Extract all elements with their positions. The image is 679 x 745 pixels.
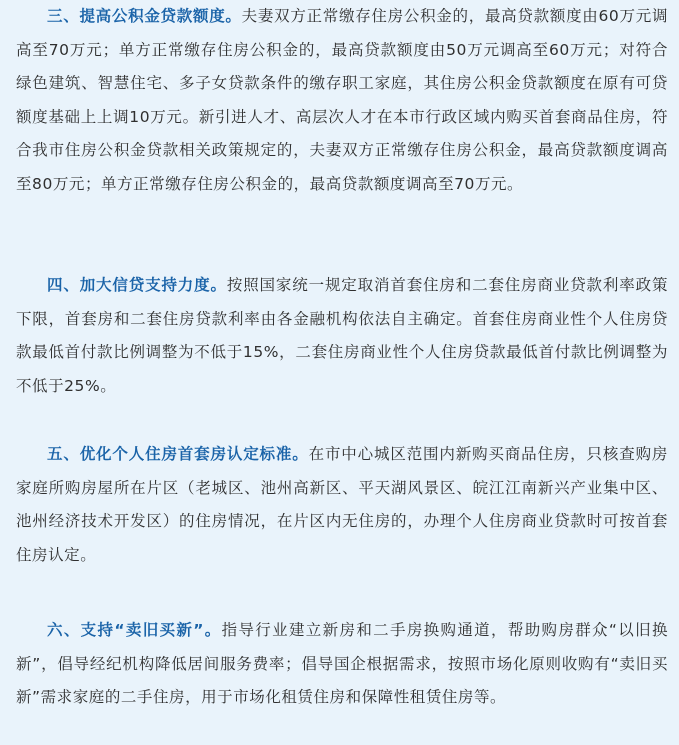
policy-heading-4: 四、加大信贷支持力度。	[47, 276, 227, 294]
policy-body-5: 在市中心城区范围内新购买商品住房，只核查购房家庭所购房屋所在片区（老城区、池州高新区、平天湖风景区、皖江江南新兴产业集中区、池州经济技术开发区）的住房情况，在片区内无住房的，办理个人住房商业贷款时可按首套住房认定。	[16, 445, 668, 564]
policy-body-6: 指导行业建立新房和二手房换购通道，帮助购房群众“以旧换新”，倡导经纪机构降低居间服务费率；倡导国企根据需求，按照市场化原则收购有“卖旧买新”需求家庭的二手住房，用于市场化租赁住房和保障性租赁住房等。	[16, 621, 668, 706]
policy-body-4: 按照国家统一规定取消首套住房和二套住房商业贷款利率政策下限，首套房和二套住房贷款利率由各金融机构依法自主确定。首套住房商业性个人住房贷款最低首付款比例调整为不低于15%，二套住房商业性个人住房贷款最低首付款比例调整为不低于25%。	[16, 276, 668, 395]
policy-heading-5: 五、优化个人住房首套房认定标准。	[47, 445, 309, 463]
policy-paragraph-3	[16, 0, 668, 201]
policy-paragraph-5	[16, 438, 668, 572]
policy-heading-3: 三、提高公积金贷款额度。	[47, 7, 242, 25]
policy-paragraph-4	[16, 269, 668, 403]
policy-body-3: 夫妻双方正常缴存住房公积金的，最高贷款额度由60万元调高至70万元；单方正常缴存住房公积金的，最高贷款额度由50万元调高至60万元；对符合绿色建筑、智慧住宅、多子女贷款条件的缴存职工家庭，其住房公积金贷款额度在原有可贷额度基础上上调10万元。新引进人才、高层次人才在本市行政区域内购买首套商品住房，符合我市住房公积金贷款相关政策规定的，夫妻双方正常缴存住房公积金，最高贷款额度调高至80万元；单方正常缴存住房公积金的，最高贷款额度调高至70万元。	[16, 7, 668, 193]
policy-paragraph-6	[16, 614, 668, 715]
policy-heading-6: 六、支持“卖旧买新”。	[47, 621, 222, 639]
